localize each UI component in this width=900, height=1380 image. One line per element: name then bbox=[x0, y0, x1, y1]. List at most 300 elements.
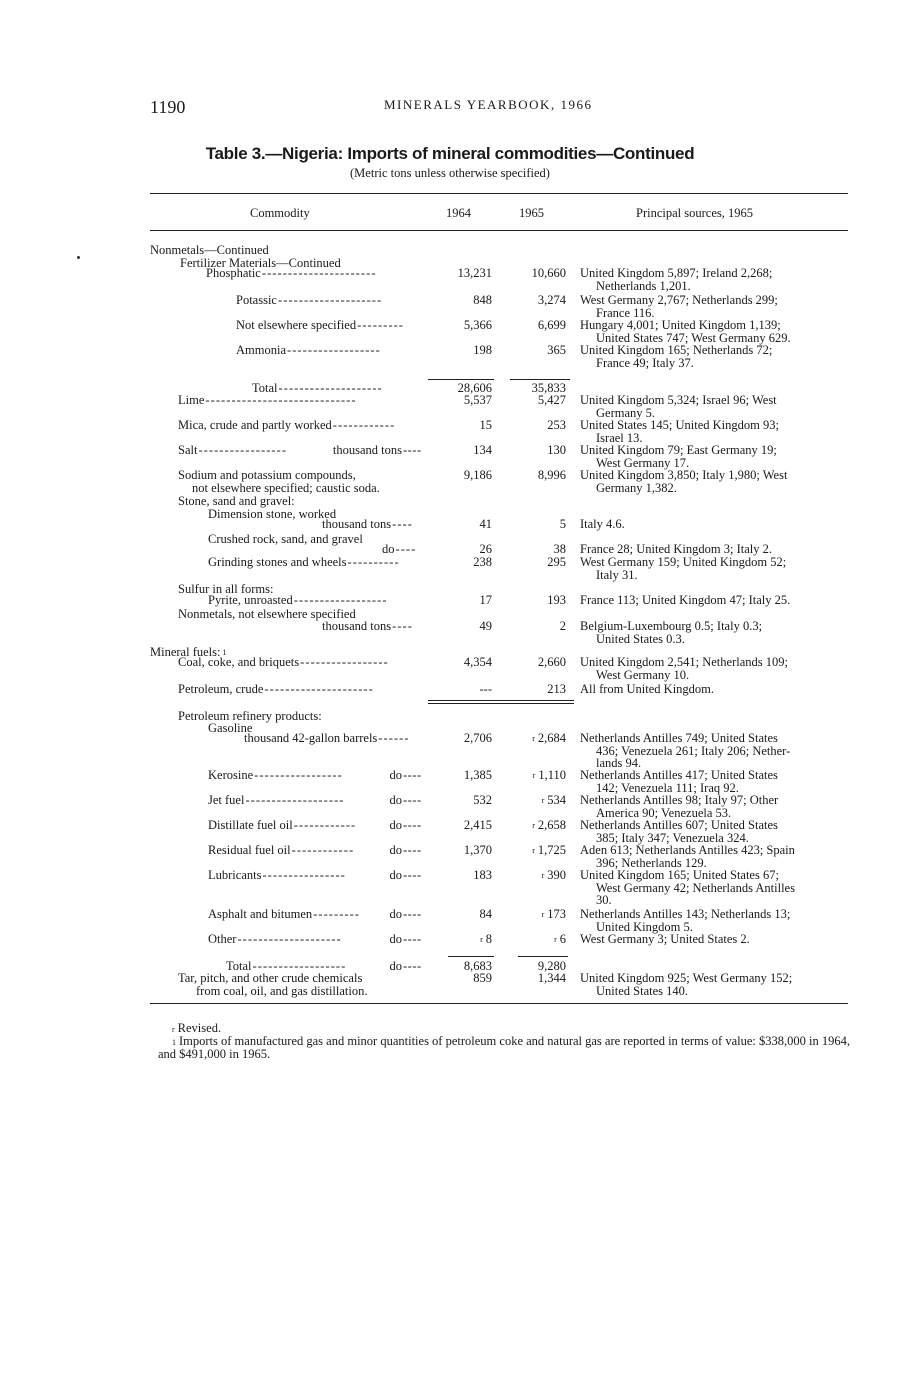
unit-label: thousand tons bbox=[332, 443, 402, 457]
commodity-cell bbox=[236, 294, 277, 307]
value-1965-text: 253 bbox=[547, 418, 566, 432]
subtotal-rule-1964 bbox=[428, 379, 494, 380]
revised-marker: r bbox=[532, 846, 535, 855]
commodity-label: Petroleum refinery products: bbox=[178, 709, 322, 723]
principal-sources bbox=[580, 683, 854, 696]
table-title: Table 3.—Nigeria: Imports of mineral commodities—Continued bbox=[205, 144, 695, 163]
value-1965 bbox=[500, 732, 566, 745]
commodity-label: Kerosine bbox=[208, 768, 254, 782]
value-1965-text: 193 bbox=[547, 593, 566, 607]
value-1964-text: 532 bbox=[473, 793, 492, 807]
sources-line: France 28; United Kingdom 3; Italy 2. bbox=[580, 542, 772, 556]
sources-line: United States 0.3. bbox=[596, 631, 685, 646]
footnote-1 bbox=[158, 1035, 858, 1061]
value-1964 bbox=[432, 732, 492, 745]
commodity-label: thousand tons bbox=[322, 619, 392, 633]
value-1965 bbox=[500, 594, 566, 607]
value-1964 bbox=[432, 933, 492, 946]
subtotal-rule-1964-b bbox=[448, 956, 494, 957]
sources-line: 142; Venezuela 111; Iraq 92. bbox=[596, 780, 739, 795]
leader-dots: --------- bbox=[313, 907, 361, 921]
commodity-label: Mica, crude and partly worked bbox=[178, 418, 332, 432]
value-1965-text: 2,658 bbox=[537, 818, 566, 832]
value-1965-text: 173 bbox=[547, 907, 566, 921]
commodity-label: Stone, sand and gravel: bbox=[178, 494, 295, 508]
value-1965 bbox=[500, 844, 566, 857]
commodity-label: Sulfur in all forms: bbox=[178, 582, 274, 596]
sources-line: United Kingdom 5. bbox=[596, 919, 693, 934]
principal-sources bbox=[580, 267, 854, 292]
value-1965-text: 6,699 bbox=[537, 318, 566, 332]
commodity-label: Dimension stone, worked bbox=[208, 507, 337, 521]
value-1965-text: 1,344 bbox=[537, 971, 566, 985]
table-subtitle: (Metric tons unless otherwise specified) bbox=[350, 166, 550, 180]
leader-dots: ---- bbox=[403, 907, 422, 921]
column-header-commodity: Commodity bbox=[250, 206, 310, 220]
commodity-cell bbox=[178, 419, 332, 432]
commodity-cell bbox=[150, 244, 269, 257]
value-1965-text: 3,274 bbox=[537, 293, 566, 307]
value-1964-text: 238 bbox=[473, 555, 492, 569]
revised-text: Revised. bbox=[177, 1021, 222, 1035]
value-1964-text: 15 bbox=[479, 418, 492, 432]
commodity-label: Potassic bbox=[236, 293, 277, 307]
commodity-label: Nonmetals, not elsewhere specified bbox=[178, 607, 356, 621]
sources-line: France 113; United Kingdom 47; Italy 25. bbox=[580, 593, 791, 607]
value-1965 bbox=[500, 656, 566, 669]
sources-line: West Germany 2,767; Netherlands 299; bbox=[580, 293, 778, 307]
value-1964 bbox=[432, 683, 492, 696]
leader-dots: ------------------ bbox=[287, 343, 381, 357]
value-1964 bbox=[432, 518, 492, 531]
commodity-label: Total bbox=[226, 959, 252, 973]
value-1965-text: 5 bbox=[559, 517, 566, 531]
unit-label: do bbox=[389, 843, 402, 857]
commodity-cell bbox=[322, 620, 391, 633]
sources-line: West Germany 42; Netherlands Antilles bbox=[596, 880, 795, 895]
value-1964-text: 4,354 bbox=[463, 655, 492, 669]
leader-dots: -------------------- bbox=[237, 932, 342, 946]
value-1965-text: 2,660 bbox=[537, 655, 566, 669]
leader-dots: ---- bbox=[403, 793, 422, 807]
sources-line: West Germany 159; United Kingdom 52; bbox=[580, 555, 787, 569]
commodity-cell bbox=[178, 394, 204, 407]
sources-line: United Kingdom 2,541; Netherlands 109; bbox=[580, 655, 788, 669]
value-1965-text: 130 bbox=[547, 443, 566, 457]
unit-label: do bbox=[389, 768, 402, 782]
subtotal-rule-1965-b bbox=[518, 956, 568, 957]
revised-marker: r bbox=[172, 1025, 175, 1034]
value-1965 bbox=[500, 933, 566, 946]
value-1964-text: 2,706 bbox=[463, 731, 492, 745]
principal-sources bbox=[580, 908, 854, 933]
sources-line: United Kingdom 79; East Germany 19; bbox=[580, 443, 777, 457]
value-1965 bbox=[500, 419, 566, 432]
sources-line: United States 140. bbox=[596, 983, 689, 998]
sources-line: 30. bbox=[596, 893, 612, 907]
value-1964 bbox=[432, 794, 492, 807]
value-1965 bbox=[500, 294, 566, 307]
leader-dots: ------------ bbox=[291, 843, 355, 857]
principal-sources bbox=[580, 518, 854, 531]
sources-line: United Kingdom 165; United States 67; bbox=[580, 868, 779, 882]
running-title: MINERALS YEARBOOK, 1966 bbox=[384, 97, 593, 112]
commodity-cell bbox=[208, 556, 347, 569]
value-1965 bbox=[500, 908, 566, 921]
principal-sources bbox=[580, 794, 854, 819]
principal-sources bbox=[580, 769, 854, 794]
leader-dots: ---- bbox=[403, 932, 422, 946]
leader-dots: -------------------- bbox=[277, 293, 383, 307]
commodity-label: thousand 42-gallon barrels bbox=[244, 731, 378, 745]
leader-dots: ----------------- bbox=[254, 768, 343, 782]
commodity-label: Lime bbox=[178, 393, 205, 407]
sources-line: Italy 4.6. bbox=[580, 517, 625, 531]
principal-sources bbox=[580, 469, 854, 494]
leader-dots: ---------------------- bbox=[261, 266, 377, 280]
commodity-cell bbox=[382, 543, 395, 556]
commodity-label: Distillate fuel oil bbox=[208, 818, 293, 832]
commodity-cell bbox=[208, 933, 236, 946]
commodity-label: Not elsewhere specified bbox=[236, 318, 357, 332]
unit-label: do bbox=[389, 959, 402, 973]
value-1964-text: 8,683 bbox=[463, 959, 492, 973]
value-1964 bbox=[432, 869, 492, 882]
sources-line: Netherlands 1,201. bbox=[596, 278, 691, 293]
value-1965 bbox=[500, 444, 566, 457]
commodity-label: Petroleum, crude bbox=[178, 682, 264, 696]
sources-line: United States 747; West Germany 629. bbox=[596, 330, 791, 345]
value-1964 bbox=[432, 556, 492, 569]
commodity-cell bbox=[244, 732, 377, 745]
value-1965-text: 5,427 bbox=[537, 393, 566, 407]
commodity-cell bbox=[206, 267, 261, 280]
value-1964-text: 5,366 bbox=[463, 318, 492, 332]
value-1964 bbox=[432, 844, 492, 857]
value-1964 bbox=[432, 469, 492, 482]
commodity-label: Grinding stones and wheels bbox=[208, 555, 347, 569]
value-1964-text: 859 bbox=[473, 971, 492, 985]
commodity-cell bbox=[178, 444, 197, 457]
sources-line: United Kingdom 5,897; Ireland 2,268; bbox=[580, 266, 773, 280]
unit-label: do bbox=[389, 793, 402, 807]
principal-sources bbox=[580, 844, 854, 869]
commodity-label: Jet fuel bbox=[208, 793, 245, 807]
principal-sources bbox=[580, 556, 854, 581]
commodity-cell bbox=[178, 972, 362, 985]
leader-dots: ---- bbox=[403, 868, 422, 882]
principal-sources bbox=[580, 594, 854, 607]
unit-label: do bbox=[389, 932, 402, 946]
sources-line: Italy 31. bbox=[596, 567, 638, 582]
principal-sources bbox=[580, 319, 854, 344]
sources-line: Hungary 4,001; United Kingdom 1,139; bbox=[580, 318, 781, 332]
leader-dots: ---------- bbox=[347, 555, 400, 569]
column-header-1964: 1964 bbox=[446, 206, 471, 220]
sources-line: Germany 5. bbox=[596, 405, 656, 420]
commodity-cell bbox=[208, 794, 244, 807]
value-1964 bbox=[432, 594, 492, 607]
unit-label: do bbox=[389, 818, 402, 832]
commodity-label: Salt bbox=[178, 443, 198, 457]
value-1965-text: 35,833 bbox=[531, 381, 566, 395]
value-1964 bbox=[432, 819, 492, 832]
value-1965 bbox=[500, 819, 566, 832]
value-1964 bbox=[432, 344, 492, 357]
column-header-1965: 1965 bbox=[519, 206, 544, 220]
revised-marker: r bbox=[532, 821, 535, 830]
commodity-cell bbox=[208, 769, 253, 782]
value-1964 bbox=[432, 656, 492, 669]
commodity-label: Asphalt and bitumen bbox=[208, 907, 313, 921]
commodity-label: Tar, pitch, and other crude chemicals bbox=[178, 971, 363, 985]
value-1965-text: 6 bbox=[559, 932, 566, 946]
value-1965 bbox=[500, 518, 566, 531]
sources-line: lands 94. bbox=[596, 756, 642, 770]
leader-dots: --------- bbox=[357, 318, 405, 332]
commodity-cell bbox=[208, 594, 293, 607]
value-1964 bbox=[432, 319, 492, 332]
commodity-label: Residual fuel oil bbox=[208, 843, 291, 857]
value-1964-text: 183 bbox=[473, 868, 492, 882]
value-1964 bbox=[432, 543, 492, 556]
value-1965-text: 1,725 bbox=[537, 843, 566, 857]
value-1964 bbox=[432, 444, 492, 457]
sources-line: West Germany 10. bbox=[596, 667, 690, 682]
footnote-1-text: Imports of manufactured gas and minor quantities of petroleum coke and natural gas are reported in terms of value: $338,000 in 1964, and $491,000 in 1965. bbox=[158, 1034, 850, 1061]
sources-line: West Germany 3; United States 2. bbox=[580, 932, 750, 946]
value-1965-text: 534 bbox=[547, 793, 566, 807]
leader-dots: ---- bbox=[403, 768, 422, 782]
principal-sources bbox=[580, 933, 854, 946]
sources-line: West Germany 17. bbox=[596, 455, 690, 470]
value-1965-text: 213 bbox=[547, 682, 566, 696]
value-1964-text: 28,606 bbox=[457, 381, 492, 395]
value-1965-text: 365 bbox=[547, 343, 566, 357]
leader-dots: ------------------ bbox=[252, 959, 347, 973]
principal-sources bbox=[580, 819, 854, 844]
commodity-cell bbox=[208, 819, 293, 832]
sources-line: All from United Kingdom. bbox=[580, 682, 715, 696]
value-1964 bbox=[432, 419, 492, 432]
principal-sources bbox=[580, 972, 854, 997]
value-1964-text: 41 bbox=[479, 517, 492, 531]
commodity-cell bbox=[196, 985, 368, 998]
leader-dots: ---- bbox=[392, 619, 413, 633]
value-1964-text: 8 bbox=[485, 932, 492, 946]
sources-line: America 90; Venezuela 53. bbox=[596, 805, 732, 820]
sources-line: France 49; Italy 37. bbox=[596, 355, 694, 370]
value-1964-text: 5,537 bbox=[463, 393, 492, 407]
sources-line: United Kingdom 925; West Germany 152; bbox=[580, 971, 793, 985]
sources-line: Netherlands Antilles 607; United States bbox=[580, 818, 778, 832]
commodity-cell bbox=[236, 344, 286, 357]
value-1965 bbox=[500, 267, 566, 280]
revised-marker: r bbox=[480, 935, 483, 944]
value-1964-text: 198 bbox=[473, 343, 492, 357]
value-1964-text: --- bbox=[479, 682, 492, 696]
commodity-cell bbox=[208, 869, 261, 882]
value-1965 bbox=[500, 683, 566, 696]
sources-line: Netherlands Antilles 749; United States bbox=[580, 731, 778, 745]
value-1965 bbox=[500, 972, 566, 985]
unit-label: do bbox=[389, 907, 402, 921]
leader-dots: ---- bbox=[395, 542, 417, 556]
value-1964-text: 84 bbox=[479, 907, 492, 921]
commodity-cell bbox=[322, 518, 391, 531]
value-1965-text: 10,660 bbox=[531, 266, 566, 280]
leader-dots: ---- bbox=[392, 517, 413, 531]
commodity-cell bbox=[178, 683, 263, 696]
commodity-cell bbox=[236, 319, 356, 332]
footnote-ref: 1 bbox=[222, 648, 227, 657]
revised-marker: r bbox=[541, 796, 545, 805]
leader-dots: ------------------ bbox=[293, 593, 388, 607]
principal-sources bbox=[580, 419, 854, 444]
value-1964-text: 2,415 bbox=[463, 818, 492, 832]
value-1965 bbox=[500, 869, 566, 882]
value-1965 bbox=[500, 469, 566, 482]
value-1964-text: 26 bbox=[479, 542, 492, 556]
value-1965-text: 8,996 bbox=[537, 468, 566, 482]
sources-line: United Kingdom 3,850; Italy 1,980; West bbox=[580, 468, 788, 482]
value-1964-text: 9,186 bbox=[463, 468, 492, 482]
footnote-1-marker: 1 bbox=[172, 1038, 176, 1047]
commodity-label: Mineral fuels: bbox=[150, 645, 221, 659]
value-1965 bbox=[500, 319, 566, 332]
leader-dots: ------------------- bbox=[245, 793, 345, 807]
sources-line: United Kingdom 5,324; Israel 96; West bbox=[580, 393, 777, 407]
revised-marker: r bbox=[532, 771, 536, 780]
principal-sources bbox=[580, 444, 854, 469]
leader-dots: --------------------- bbox=[264, 682, 374, 696]
sources-line: 436; Venezuela 261; Italy 206; Nether- bbox=[596, 743, 791, 758]
sources-line: Netherlands Antilles 98; Italy 97; Other bbox=[580, 793, 779, 807]
value-1965-text: 390 bbox=[547, 868, 566, 882]
commodity-cell bbox=[208, 844, 291, 857]
commodity-label: Pyrite, unroasted bbox=[208, 593, 293, 607]
value-1964 bbox=[432, 620, 492, 633]
principal-sources bbox=[580, 732, 854, 770]
commodity-label: Lubricants bbox=[208, 868, 262, 882]
value-1965-text: 1,110 bbox=[538, 768, 566, 782]
leader-dots: ------------ bbox=[332, 418, 396, 432]
revised-marker: r bbox=[541, 910, 545, 919]
subtotal-rule-1965 bbox=[510, 379, 570, 380]
commodity-label: Phosphatic bbox=[206, 266, 261, 280]
commodity-cell bbox=[208, 533, 363, 546]
sources-line: 396; Netherlands 129. bbox=[596, 855, 707, 870]
principal-sources bbox=[580, 869, 854, 907]
commodity-label: Nonmetals—Continued bbox=[150, 243, 269, 257]
sources-line: Aden 613; Netherlands Antilles 423; Spain bbox=[580, 843, 795, 857]
value-1965-text: 9,280 bbox=[537, 959, 566, 973]
sources-line: Netherlands Antilles 417; United States bbox=[580, 768, 778, 782]
value-1964-text: 13,231 bbox=[457, 266, 492, 280]
leader-dots: ---- bbox=[403, 959, 422, 973]
leader-dots: ----------------- bbox=[300, 655, 389, 669]
value-1964 bbox=[432, 394, 492, 407]
value-1965-text: 295 bbox=[547, 555, 566, 569]
leader-dots: ------------ bbox=[293, 818, 357, 832]
commodity-label: Other bbox=[208, 932, 237, 946]
value-1965 bbox=[500, 620, 566, 633]
commodity-cell bbox=[178, 495, 295, 508]
sources-line: Israel 13. bbox=[596, 430, 643, 445]
sources-line: Germany 1,382. bbox=[596, 480, 677, 495]
value-1964-text: 17 bbox=[479, 593, 492, 607]
commodity-label: Coal, coke, and briquets bbox=[178, 655, 300, 669]
commodity-label: Sodium and potassium compounds, bbox=[178, 468, 356, 482]
leader-dots: ------ bbox=[378, 731, 410, 745]
value-1964 bbox=[432, 908, 492, 921]
leader-dots: ---- bbox=[403, 818, 422, 832]
value-1965-text: 38 bbox=[553, 542, 566, 556]
section-double-rule-a bbox=[428, 700, 574, 701]
section-double-rule-b bbox=[428, 703, 574, 704]
sources-line: France 116. bbox=[596, 305, 655, 320]
unit-label: do bbox=[389, 868, 402, 882]
value-1964 bbox=[432, 267, 492, 280]
value-1965 bbox=[500, 344, 566, 357]
commodity-label: Fertilizer Materials—Continued bbox=[180, 256, 341, 270]
column-header-sources: Principal sources, 1965 bbox=[636, 206, 753, 220]
sources-line: 385; Italy 347; Venezuela 324. bbox=[596, 830, 749, 845]
commodity-cell bbox=[208, 908, 312, 921]
sources-line: Belgium-Luxembourg 0.5; Italy 0.3; bbox=[580, 619, 763, 633]
revised-marker: r bbox=[532, 734, 535, 743]
value-1964-text: 134 bbox=[473, 443, 492, 457]
commodity-label: Ammonia bbox=[236, 343, 286, 357]
value-1964-text: 1,385 bbox=[463, 768, 492, 782]
commodity-cell bbox=[208, 508, 336, 521]
principal-sources bbox=[580, 294, 854, 319]
value-1964 bbox=[432, 972, 492, 985]
value-1965 bbox=[500, 556, 566, 569]
sources-line: United States 145; United Kingdom 93; bbox=[580, 418, 779, 432]
sources-line: United Kingdom 165; Netherlands 72; bbox=[580, 343, 773, 357]
commodity-label: Crushed rock, sand, and gravel bbox=[208, 532, 363, 546]
principal-sources bbox=[580, 543, 854, 556]
value-1965-text: 2,684 bbox=[537, 731, 566, 745]
value-1964 bbox=[432, 769, 492, 782]
value-1964 bbox=[432, 294, 492, 307]
leader-dots: ---- bbox=[403, 443, 422, 457]
revised-marker: r bbox=[541, 871, 545, 880]
commodity-label: not elsewhere specified; caustic soda. bbox=[192, 481, 380, 495]
value-1965 bbox=[500, 543, 566, 556]
principal-sources bbox=[580, 344, 854, 369]
value-1964-text: 49 bbox=[479, 619, 492, 633]
revised-marker: r bbox=[554, 935, 557, 944]
leader-dots: -------------------- bbox=[278, 381, 383, 395]
commodity-cell bbox=[192, 482, 380, 495]
value-1965 bbox=[500, 394, 566, 407]
commodity-label: Total bbox=[252, 381, 278, 395]
principal-sources bbox=[580, 394, 854, 419]
value-1965-text: 2 bbox=[559, 619, 566, 633]
commodity-cell bbox=[178, 469, 356, 482]
commodity-label: Gasoline bbox=[208, 721, 253, 735]
principal-sources bbox=[580, 620, 854, 645]
commodity-label: from coal, oil, and gas distillation. bbox=[196, 984, 368, 998]
page-number: 1190 bbox=[150, 97, 186, 117]
leader-dots: ----------------------------- bbox=[205, 393, 357, 407]
leader-dots: ---------------- bbox=[262, 868, 346, 882]
commodity-label: do bbox=[382, 542, 395, 556]
sources-line: Netherlands Antilles 143; Netherlands 13; bbox=[580, 907, 791, 921]
commodity-cell bbox=[178, 656, 299, 669]
